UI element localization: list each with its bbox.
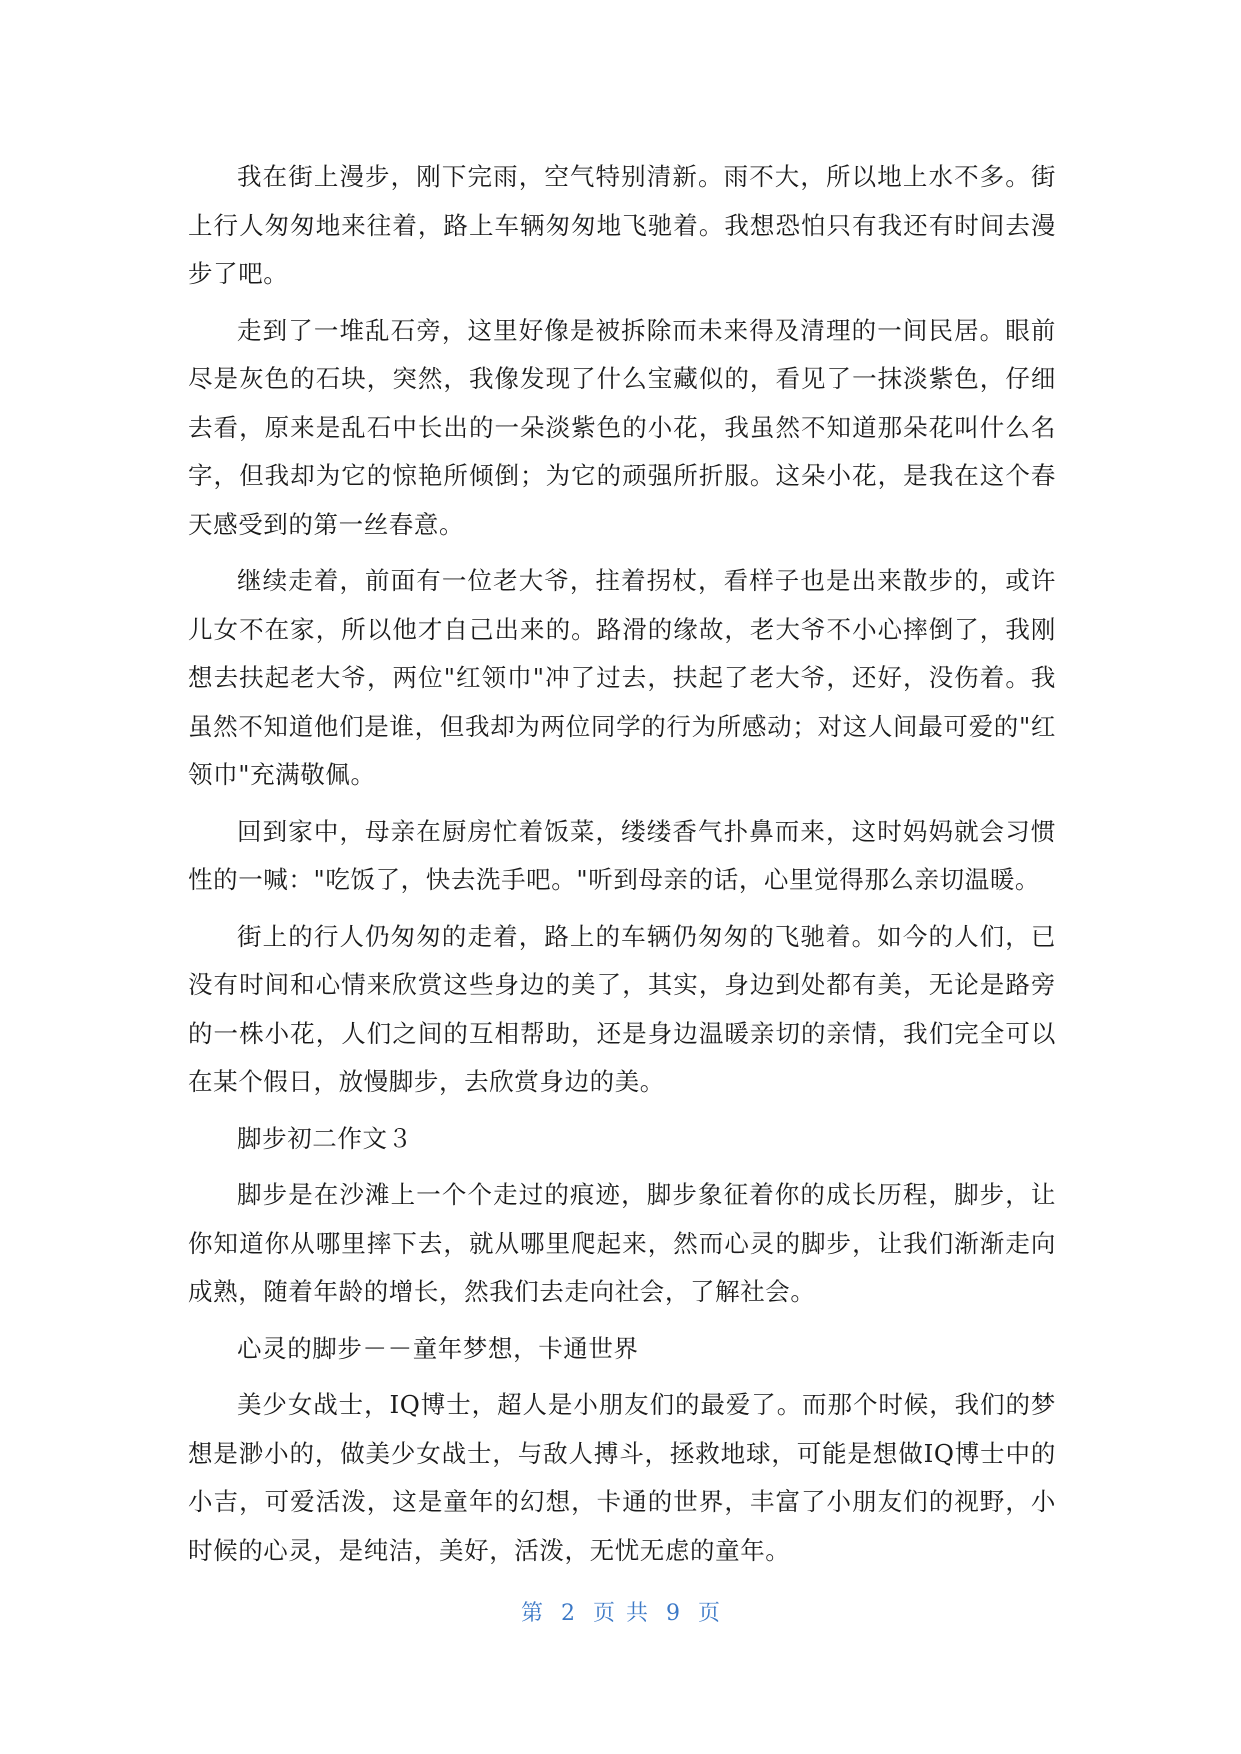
paragraph-6: 脚步是在沙滩上一个个走过的痕迹，脚步象征着你的成长历程，脚步，让你知道你从哪里摔下去，就从哪里爬起来，然而心灵的脚步，让我们渐渐走向成熟，随着年龄的增长，然我们去走向社会，了解社会。 xyxy=(188,1180,1056,1306)
footer-middle: 页 共 xyxy=(592,1601,648,1626)
paragraph-7: 美少女战士，IQ博士，超人是小朋友们的最爱了。而那个时候，我们的梦想是渺小的，做美少女战士，与敌人搏斗，拯救地球，可能是想做IQ博士中的小吉，可爱活泼，这是童年的幻想，卡通的世界，丰富了小朋友们的视野，小时候的心灵，是纯洁，美好，活泼，无忧无虑的童年。 xyxy=(188,1390,1056,1565)
section-subheading: 心灵的脚步－－童年梦想，卡通世界 xyxy=(237,1333,639,1363)
footer-current-page: 2 xyxy=(560,1601,575,1626)
paragraph-1: 我在街上漫步，刚下完雨，空气特别清新。雨不大，所以地上水不多。街上行人匆匆地来往着，路上车辆匆匆地飞驰着。我想恐怕只有我还有时间去漫步了吧。 xyxy=(188,162,1056,288)
footer-total-pages: 9 xyxy=(666,1601,680,1626)
section-heading-essay-3: 脚步初二作文３ xyxy=(237,1123,413,1153)
paragraph-5: 街上的行人仍匆匆的走着，路上的车辆仍匆匆的飞驰着。如今的人们，已没有时间和心情来欣赏这些身边的美了，其实，身边到处都有美，无论是路旁的一株小花，人们之间的互相帮助，还是身边温暖亲切的亲情，我们完全可以在某个假日，放慢脚步，去欣赏身边的美。 xyxy=(188,921,1056,1096)
document-body xyxy=(188,153,1056,1583)
footer-prefix: 第 xyxy=(520,1601,543,1626)
page-number-footer xyxy=(0,1596,1241,1627)
paragraph-3: 继续走着，前面有一位老大爷，拄着拐杖，看样子也是出来散步的，或许儿女不在家，所以他才自己出来的。路滑的缘故，老大爷不小心摔倒了，我刚想去扶起老大爷，两位"红领巾"冲了过去，扶起了老大爷，还好，没伤着。我虽然不知道他们是谁，但我却为两位同学的行为所感动；对这人间最可爱的"红领巾"充满敬佩。 xyxy=(188,566,1056,789)
footer-suffix: 页 xyxy=(698,1601,721,1626)
paragraph-4: 回到家中，母亲在厨房忙着饭菜，缕缕香气扑鼻而来，这时妈妈就会习惯性的一喊："吃饭了，快去洗手吧。"听到母亲的话，心里觉得那么亲切温暖。 xyxy=(188,816,1056,894)
paragraph-2: 走到了一堆乱石旁，这里好像是被拆除而未来得及清理的一间民居。眼前尽是灰色的石块，突然，我像发现了什么宝藏似的，看见了一抹淡紫色，仔细去看，原来是乱石中长出的一朵淡紫色的小花，我虽然不知道那朵花叫什么名字，但我却为它的惊艳所倾倒；为它的顽强所折服。这朵小花，是我在这个春天感受到的第一丝春意。 xyxy=(188,315,1056,539)
